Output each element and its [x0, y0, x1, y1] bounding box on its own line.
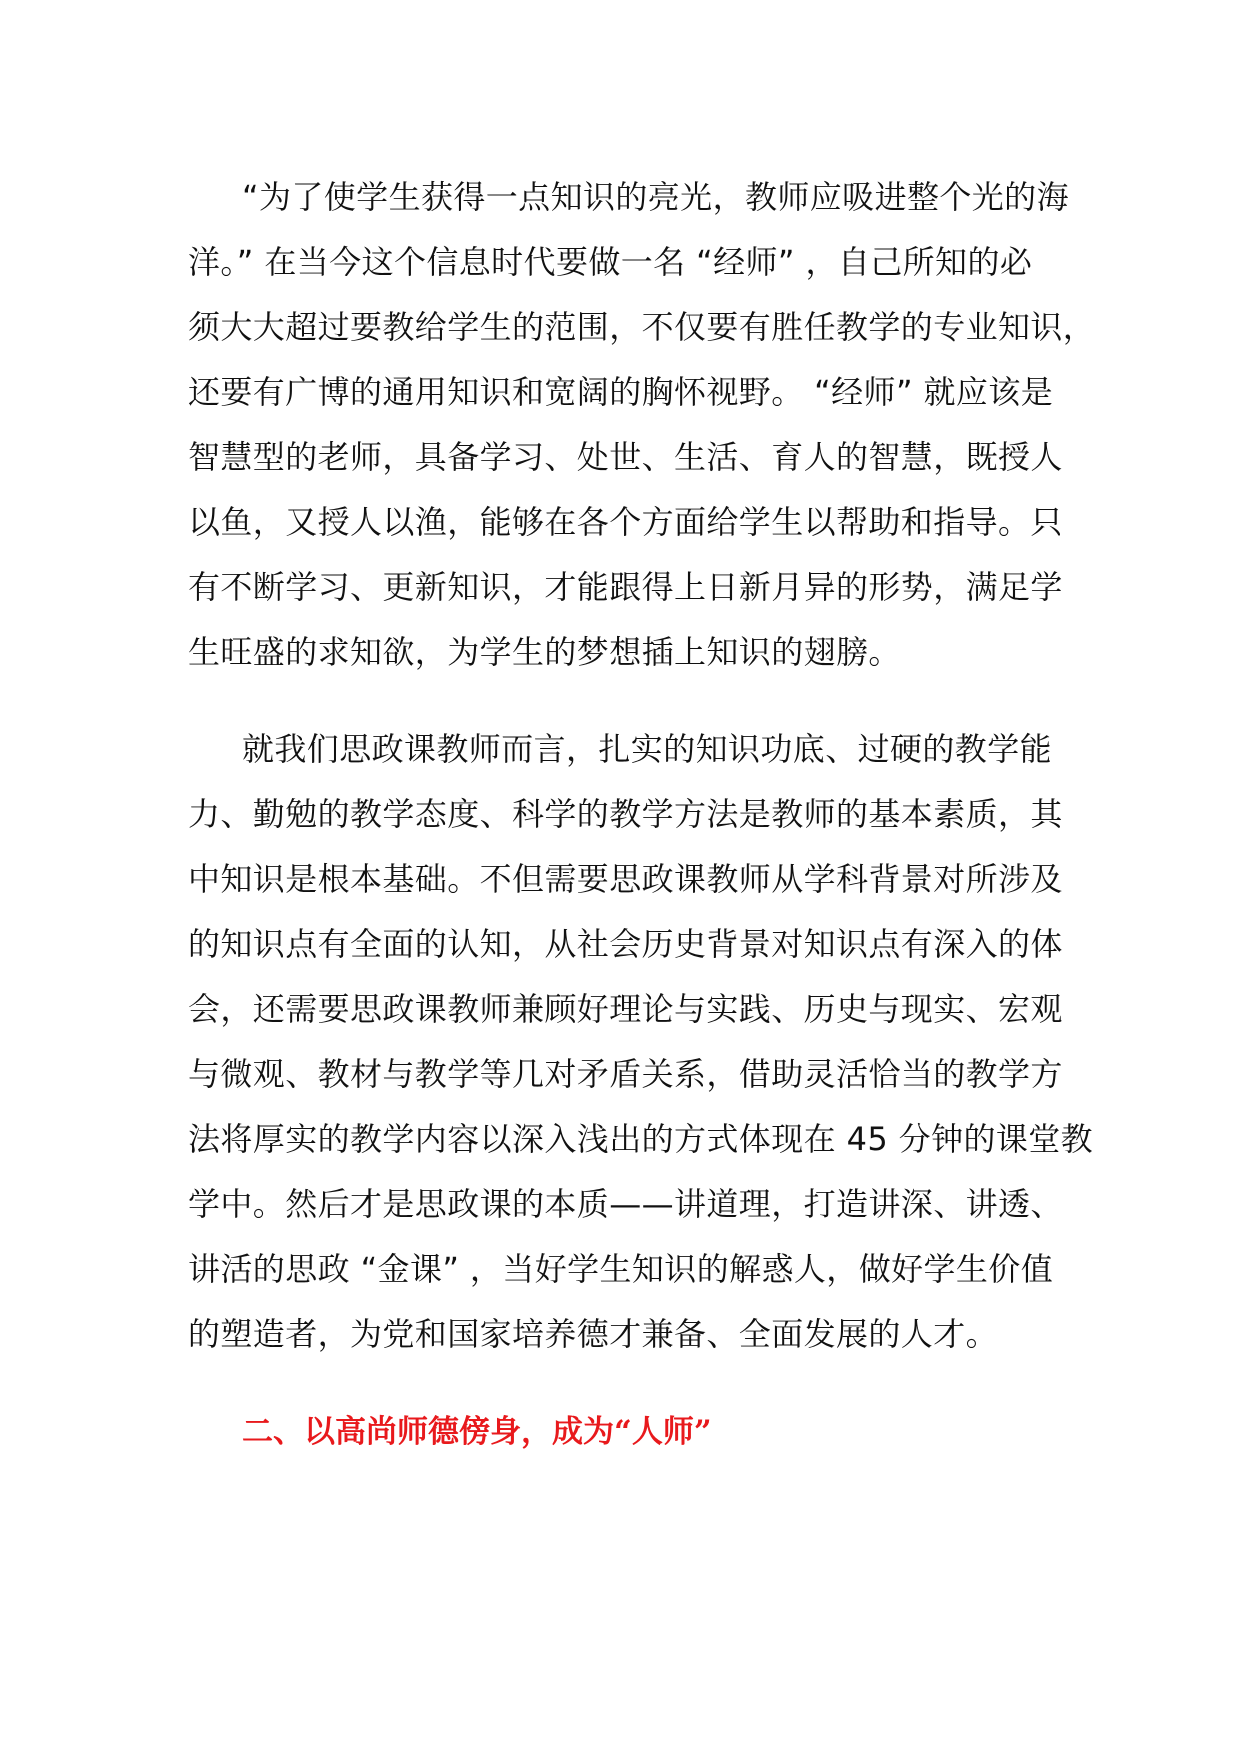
paragraph-line: 的知识点有全面的认知，从社会历史背景对知识点有深入的体 [188, 925, 1063, 963]
paragraph-line: 智慧型的老师，具备学习、处世、生活、育人的智慧，既授人 [188, 438, 1063, 476]
paragraph-line: 与微观、教材与教学等几对矛盾关系，借助灵活恰当的教学方 [188, 1055, 1063, 1093]
paragraph-line: 力、勤勉的教学态度、科学的教学方法是教师的基本素质，其 [188, 795, 1063, 833]
paragraph-line: 有不断学习、更新知识，才能跟得上日新月异的形势，满足学 [188, 568, 1063, 606]
paragraph-line: 的塑造者，为党和国家培养德才兼备、全面发展的人才。 [188, 1315, 999, 1353]
section-heading: 二、以高尚师德傍身，成为“人师” [242, 1414, 712, 1450]
paragraph-line: 洋。” 在当今这个信息时代要做一名 “经师” ，自己所知的必 [188, 243, 1033, 281]
paragraph-line: 会，还需要思政课教师兼顾好理论与实践、历史与现实、宏观 [188, 990, 1063, 1028]
paragraph-line: “为了使学生获得一点知识的亮光，教师应吸进整个光的海 [242, 178, 1069, 216]
paragraph-line: 讲活的思政 “金课” ，当好学生知识的解惑人，做好学生价值 [188, 1250, 1054, 1288]
paragraph-line: 以鱼，又授人以渔，能够在各个方面给学生以帮助和指导。只 [188, 503, 1063, 541]
paragraph-line: 就我们思政课教师而言，扎实的知识功底、过硬的教学能 [242, 730, 1053, 768]
paragraph-knowledge-light [188, 165, 1096, 685]
paragraph-line: 学中。然后才是思政课的本质——讲道理，打造讲深、讲透、 [188, 1185, 1063, 1223]
paragraph-line: 生旺盛的求知欲，为学生的梦想插上知识的翅膀。 [188, 633, 901, 671]
paragraph-ideological-teachers [188, 717, 1094, 1367]
paragraph-line: 还要有广博的通用知识和宽阔的胸怀视野。 “经师” 就应该是 [188, 373, 1054, 411]
paragraph-line: 中知识是根本基础。不但需要思政课教师从学科背景对所涉及 [188, 860, 1063, 898]
paragraph-line: 须大大超过要教给学生的范围，不仅要有胜任教学的专业知识， [188, 308, 1096, 346]
paragraph-line: 法将厚实的教学内容以深入浅出的方式体现在 45 分钟的课堂教 [188, 1120, 1094, 1158]
